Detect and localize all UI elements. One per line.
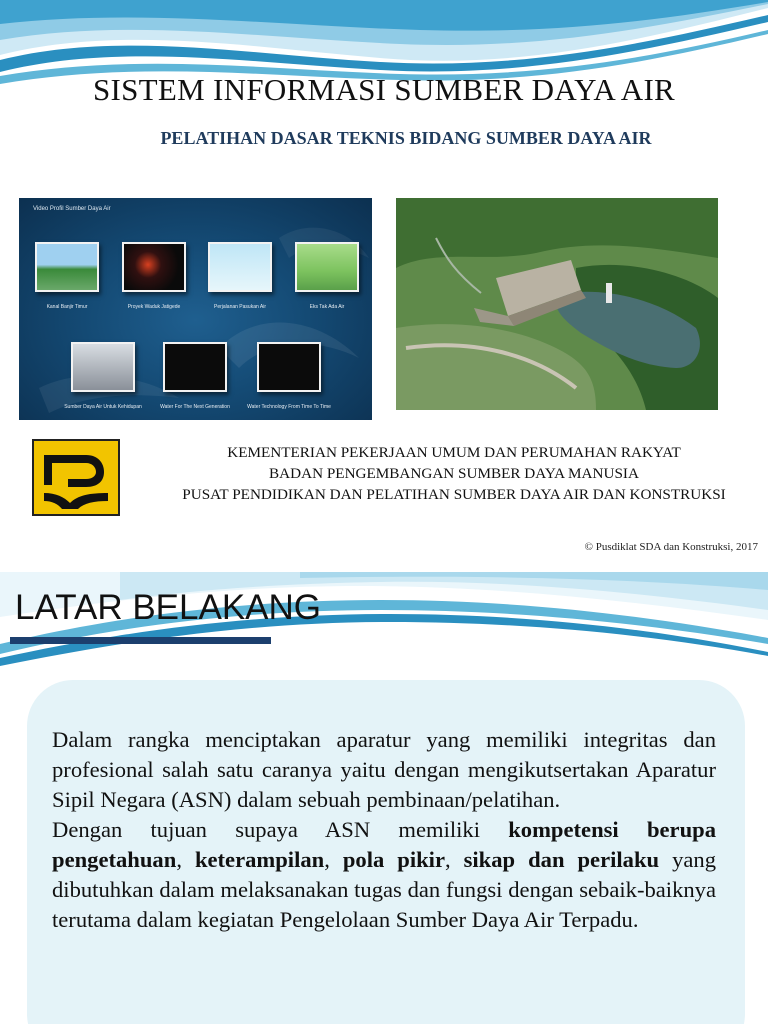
video-thumbnail[interactable] — [295, 242, 359, 310]
thumbnail-caption: Sumber Daya Air Untuk Kehidupan — [64, 404, 142, 410]
background-slide — [0, 572, 768, 1024]
video-panel-title: Video Profil Sumber Daya Air — [33, 206, 111, 212]
slide-title: SISTEM INFORMASI SUMBER DAYA AIR — [92, 72, 676, 107]
p2-text: Dengan tujuan supaya ASN memiliki — [52, 817, 509, 842]
video-profile-panel — [19, 198, 372, 420]
video-thumbnail[interactable] — [35, 242, 99, 310]
org-line-center: PUSAT PENDIDIKAN DAN PELATIHAN SUMBER DAYA AIR DAN KONSTRUKSI — [182, 486, 726, 503]
p2-text: , — [176, 847, 195, 872]
p2-bold-attitude: sikap dan perilaku — [463, 847, 660, 872]
title-underline — [10, 637, 271, 644]
p2-bold-competence: kompetensi berupa pengetahuan — [52, 817, 716, 872]
video-thumbnail[interactable] — [208, 242, 272, 310]
thumbnail-caption: Kanal Banjir Timur — [46, 304, 88, 310]
pu-ministry-logo — [32, 439, 120, 516]
thumbnail-caption: Water For The Next Generation — [160, 404, 230, 410]
slide-title: LATAR BELAKANG — [15, 588, 322, 627]
paragraph-2 — [52, 815, 716, 935]
thumbnail-caption: Proyek Waduk Jatigede — [127, 304, 181, 310]
paragraph-1: Dalam rangka menciptakan aparatur yang memiliki integritas dan profesional salah satu caranya yaitu dengan mengikutsertakan Aparatur Sipil Negara (ASN) dalam sebuah pembinaan/pelatihan. — [52, 727, 716, 812]
video-thumbnail[interactable] — [64, 342, 142, 410]
p2-text: , — [324, 847, 343, 872]
video-thumbnail[interactable] — [122, 242, 186, 310]
slide-subtitle: PELATIHAN DASAR TEKNIS BIDANG SUMBER DAYA AIR — [160, 128, 652, 148]
copyright-notice: © Pusdiklat SDA dan Konstruksi, 2017 — [584, 541, 758, 553]
pu-logo-mark — [34, 441, 118, 514]
p2-bold-skills: keterampilan — [194, 847, 325, 872]
video-thumbnail[interactable] — [247, 342, 331, 410]
p2-bold-mindset: pola pikir — [342, 847, 445, 872]
org-line-agency: BADAN PENGEMBANGAN SUMBER DAYA MANUSIA — [269, 465, 639, 482]
thumbnail-caption: Water Technology From Time To Time — [247, 404, 331, 410]
dam-illustration — [396, 198, 718, 410]
thumbnail-caption: Eks Tak Ada Air — [309, 304, 345, 310]
thumbnail-caption: Perjalanan Pasukan Air — [214, 304, 266, 310]
p2-text: , — [444, 847, 464, 872]
org-line-ministry: KEMENTERIAN PEKERJAAN UMUM DAN PERUMAHAN RAKYAT — [227, 444, 681, 461]
dam-aerial-photo — [396, 198, 718, 410]
p2-text: yang dibutuhkan dalam melaksanakan tugas dan fungsi dengan sebaik-baiknya terutama dalam kegiatan Pengelolaan Sumber Daya Air Terpadu. — [52, 847, 716, 932]
body-text — [52, 725, 716, 935]
video-thumbnail[interactable] — [160, 342, 230, 410]
